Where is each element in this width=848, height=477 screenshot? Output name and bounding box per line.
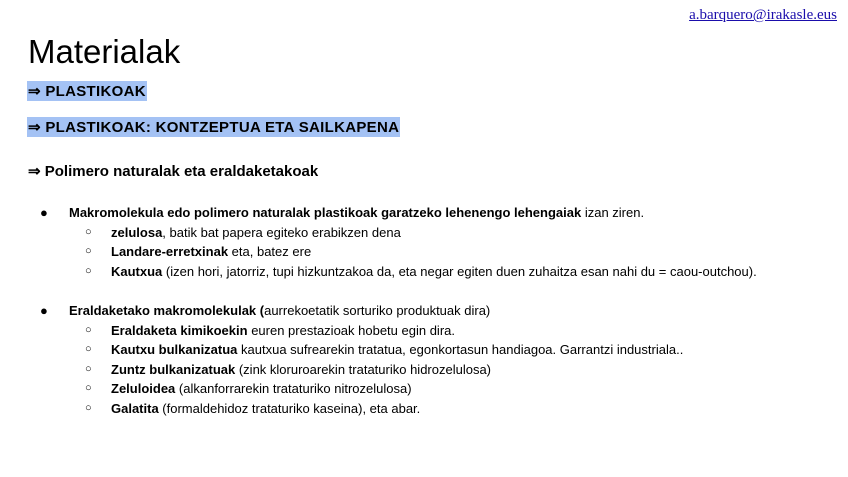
bullet-circle-icon: ○: [85, 225, 92, 238]
heading-polimero-naturalak: ⇒ Polimero naturalak eta eraldaketakoak: [28, 163, 319, 180]
bullet-circle-icon: ○: [85, 343, 92, 355]
sub-item-text: (formaldehidoz trataturiko kaseina), eta abar.: [158, 400, 421, 416]
sub-item-text: (zink kloruroarekin trataturiko hidrozelulosa): [235, 361, 492, 377]
list-item-text: izan ziren.: [581, 205, 645, 220]
sub-list-item: [0, 340, 683, 360]
bullet-list-transformed-macromolecules: [0, 301, 683, 418]
sub-item-bold: Galatita: [111, 400, 159, 416]
sub-item-bold: Zeluloidea: [111, 381, 176, 396]
bullet-list-natural-polymers: [0, 203, 757, 281]
sub-item-bold: Kautxu bulkanizatua: [111, 342, 238, 357]
sub-list-item: [0, 242, 757, 262]
sub-item-text: , batik bat papera egiteko erabikzen dena: [162, 224, 401, 240]
bullet-circle-icon: ○: [85, 401, 92, 414]
sub-item-bold: Landare-erretxinak: [111, 244, 229, 259]
sub-list-item: [0, 321, 683, 341]
sub-item-text: kautxua sufrearekin tratatua, egonkortasun handiagoa. Garrantzi industriala..: [237, 342, 684, 357]
sub-item-text: (izen hori, jatorriz, tupi hizkuntzakoa da, eta negar egiten duen zuhaitza esan nahi du = caou-outchou).: [162, 263, 757, 279]
heading-kontzeptua-sailkapena: ⇒ PLASTIKOAK: KONTZEPTUA ETA SAILKAPENA: [28, 119, 400, 136]
author-email-link[interactable]: a.barquero@irakasle.eus: [689, 7, 837, 23]
bullet-dot-icon: ●: [40, 303, 48, 318]
bullet-circle-icon: ○: [85, 264, 92, 277]
sub-item-text: (alkanforrarekin trataturiko nitrozelulosa): [175, 381, 412, 396]
bullet-circle-icon: ○: [85, 362, 92, 375]
bullet-circle-icon: ○: [85, 382, 92, 394]
list-item: [0, 301, 683, 321]
bullet-dot-icon: ●: [40, 205, 48, 220]
list-item-bold: Eraldaketako makromolekulak (: [69, 303, 265, 318]
sub-item-bold: Eraldaketa kimikoekin: [111, 322, 248, 338]
page-title: Materialak: [28, 33, 181, 70]
sub-list-item: [0, 360, 683, 380]
sub-list-item: [0, 223, 757, 243]
bullet-circle-icon: ○: [85, 323, 92, 336]
list-item-bold: Makromolekula edo polimero naturalak plastikoak garatzeko lehenengo lehengaiak: [69, 205, 582, 220]
list-item-text: aurrekoetatik sorturiko produktuak dira): [264, 303, 491, 318]
sub-item-bold: Kautxua: [111, 263, 163, 279]
heading-plastikoak: ⇒ PLASTIKOAK: [28, 83, 146, 100]
sub-item-text: euren prestazioak hobetu egin dira.: [247, 322, 455, 338]
sub-list-item: [0, 262, 757, 282]
sub-item-bold: Zuntz bulkanizatuak: [111, 361, 236, 377]
sub-list-item: [0, 399, 683, 419]
sub-item-bold: zelulosa: [111, 224, 163, 240]
sub-list-item: [0, 379, 683, 399]
bullet-circle-icon: ○: [85, 245, 92, 257]
list-item: [0, 203, 757, 223]
sub-item-text: eta, batez ere: [228, 244, 312, 259]
